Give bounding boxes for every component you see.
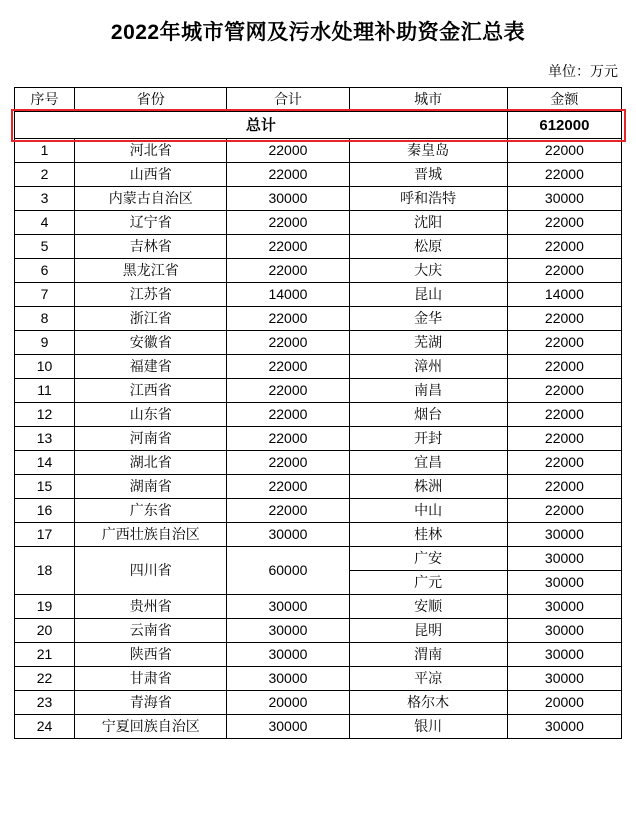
cell-amount: 30000 xyxy=(507,595,621,619)
cell-city: 漳州 xyxy=(349,355,507,379)
cell-total: 22000 xyxy=(227,403,349,427)
cell-province: 黑龙江省 xyxy=(75,259,227,283)
cell-total: 22000 xyxy=(227,259,349,283)
cell-city: 广安 xyxy=(349,547,507,571)
table-row xyxy=(15,523,622,547)
cell-city: 沈阳 xyxy=(349,211,507,235)
cell-no: 8 xyxy=(15,307,75,331)
cell-city: 银川 xyxy=(349,715,507,739)
cell-total: 30000 xyxy=(227,667,349,691)
cell-province: 广东省 xyxy=(75,499,227,523)
cell-total: 22000 xyxy=(227,211,349,235)
cell-no: 11 xyxy=(15,379,75,403)
cell-amount: 22000 xyxy=(507,307,621,331)
column-header-city: 城市 xyxy=(349,88,507,112)
cell-province: 广西壮族自治区 xyxy=(75,523,227,547)
cell-amount: 22000 xyxy=(507,355,621,379)
cell-amount: 30000 xyxy=(507,715,621,739)
cell-province: 湖北省 xyxy=(75,451,227,475)
grand-total-amount: 612000 xyxy=(507,112,621,139)
table-row xyxy=(15,667,622,691)
cell-amount: 22000 xyxy=(507,499,621,523)
cell-total: 30000 xyxy=(227,619,349,643)
column-header-province: 省份 xyxy=(75,88,227,112)
cell-province: 内蒙古自治区 xyxy=(75,187,227,211)
cell-city: 昆明 xyxy=(349,619,507,643)
cell-city: 大庆 xyxy=(349,259,507,283)
cell-city: 平凉 xyxy=(349,667,507,691)
table-row xyxy=(15,619,622,643)
cell-province: 云南省 xyxy=(75,619,227,643)
cell-province: 辽宁省 xyxy=(75,211,227,235)
cell-total: 22000 xyxy=(227,379,349,403)
cell-province: 河北省 xyxy=(75,139,227,163)
cell-province: 贵州省 xyxy=(75,595,227,619)
cell-total: 22000 xyxy=(227,139,349,163)
cell-city: 桂林 xyxy=(349,523,507,547)
cell-no: 22 xyxy=(15,667,75,691)
column-header-no: 序号 xyxy=(15,88,75,112)
table-header-row xyxy=(15,88,622,112)
cell-total: 30000 xyxy=(227,715,349,739)
cell-city: 芜湖 xyxy=(349,331,507,355)
cell-amount: 22000 xyxy=(507,139,621,163)
cell-amount: 30000 xyxy=(507,667,621,691)
column-header-total: 合计 xyxy=(227,88,349,112)
cell-total: 22000 xyxy=(227,475,349,499)
cell-amount: 30000 xyxy=(507,571,621,595)
cell-no: 19 xyxy=(15,595,75,619)
cell-province: 吉林省 xyxy=(75,235,227,259)
cell-no: 16 xyxy=(15,499,75,523)
cell-total: 22000 xyxy=(227,427,349,451)
cell-no: 6 xyxy=(15,259,75,283)
table-row xyxy=(15,643,622,667)
cell-no: 23 xyxy=(15,691,75,715)
cell-province: 青海省 xyxy=(75,691,227,715)
cell-no: 20 xyxy=(15,619,75,643)
grand-total-row xyxy=(15,112,622,139)
cell-no: 3 xyxy=(15,187,75,211)
cell-city: 格尔木 xyxy=(349,691,507,715)
cell-total: 22000 xyxy=(227,307,349,331)
table-row xyxy=(15,403,622,427)
table-row xyxy=(15,235,622,259)
cell-city: 开封 xyxy=(349,427,507,451)
cell-amount: 30000 xyxy=(507,523,621,547)
cell-province: 山东省 xyxy=(75,403,227,427)
cell-province: 山西省 xyxy=(75,163,227,187)
table-row xyxy=(15,451,622,475)
table-body xyxy=(15,112,622,739)
cell-total: 22000 xyxy=(227,331,349,355)
cell-total: 30000 xyxy=(227,643,349,667)
table-row xyxy=(15,139,622,163)
cell-province: 陕西省 xyxy=(75,643,227,667)
table-row xyxy=(15,355,622,379)
table-row xyxy=(15,547,622,571)
cell-city: 中山 xyxy=(349,499,507,523)
table-row xyxy=(15,283,622,307)
cell-city: 晋城 xyxy=(349,163,507,187)
grand-total-label: 总计 xyxy=(15,112,508,139)
cell-no: 17 xyxy=(15,523,75,547)
cell-no: 24 xyxy=(15,715,75,739)
table-row xyxy=(15,307,622,331)
page-title: 2022年城市管网及污水处理补助资金汇总表 xyxy=(110,21,526,44)
cell-total: 30000 xyxy=(227,595,349,619)
cell-no: 21 xyxy=(15,643,75,667)
cell-city: 秦皇岛 xyxy=(349,139,507,163)
cell-amount: 22000 xyxy=(507,163,621,187)
table-row xyxy=(15,691,622,715)
cell-amount: 22000 xyxy=(507,427,621,451)
cell-amount: 22000 xyxy=(507,211,621,235)
cell-city: 宜昌 xyxy=(349,451,507,475)
cell-province: 福建省 xyxy=(75,355,227,379)
column-header-amount: 金额 xyxy=(507,88,621,112)
table-row xyxy=(15,475,622,499)
cell-amount: 22000 xyxy=(507,451,621,475)
cell-no: 7 xyxy=(15,283,75,307)
cell-province: 江西省 xyxy=(75,379,227,403)
table-row xyxy=(15,331,622,355)
cell-amount: 22000 xyxy=(507,259,621,283)
cell-total: 22000 xyxy=(227,499,349,523)
cell-amount: 30000 xyxy=(507,643,621,667)
table-row xyxy=(15,379,622,403)
cell-total: 22000 xyxy=(227,163,349,187)
table-row xyxy=(15,187,622,211)
table-row xyxy=(15,715,622,739)
cell-no: 15 xyxy=(15,475,75,499)
cell-no: 13 xyxy=(15,427,75,451)
cell-no: 1 xyxy=(15,139,75,163)
cell-city: 南昌 xyxy=(349,379,507,403)
table-header xyxy=(15,88,622,112)
cell-city: 金华 xyxy=(349,307,507,331)
cell-province: 河南省 xyxy=(75,427,227,451)
cell-total: 60000 xyxy=(227,547,349,595)
cell-city: 渭南 xyxy=(349,643,507,667)
cell-province: 江苏省 xyxy=(75,283,227,307)
cell-no: 9 xyxy=(15,331,75,355)
cell-city: 松原 xyxy=(349,235,507,259)
cell-city: 广元 xyxy=(349,571,507,595)
unit-note: 单位：万元 xyxy=(548,63,618,80)
table-row xyxy=(15,211,622,235)
cell-city: 烟台 xyxy=(349,403,507,427)
cell-no: 10 xyxy=(15,355,75,379)
cell-amount: 22000 xyxy=(507,475,621,499)
cell-city: 株洲 xyxy=(349,475,507,499)
cell-no: 18 xyxy=(15,547,75,595)
cell-no: 4 xyxy=(15,211,75,235)
cell-total: 22000 xyxy=(227,451,349,475)
cell-amount: 30000 xyxy=(507,619,621,643)
cell-amount: 22000 xyxy=(507,379,621,403)
cell-no: 12 xyxy=(15,403,75,427)
cell-province: 宁夏回族自治区 xyxy=(75,715,227,739)
cell-total: 30000 xyxy=(227,523,349,547)
cell-province: 甘肃省 xyxy=(75,667,227,691)
cell-amount: 30000 xyxy=(507,547,621,571)
cell-province: 四川省 xyxy=(75,547,227,595)
cell-amount: 30000 xyxy=(507,187,621,211)
cell-city: 呼和浩特 xyxy=(349,187,507,211)
cell-amount: 14000 xyxy=(507,283,621,307)
cell-amount: 22000 xyxy=(507,331,621,355)
cell-city: 安顺 xyxy=(349,595,507,619)
cell-province: 湖南省 xyxy=(75,475,227,499)
subsidy-summary-table xyxy=(14,87,622,739)
cell-amount: 22000 xyxy=(507,235,621,259)
cell-no: 2 xyxy=(15,163,75,187)
table-row xyxy=(15,259,622,283)
cell-province: 浙江省 xyxy=(75,307,227,331)
cell-no: 5 xyxy=(15,235,75,259)
cell-total: 14000 xyxy=(227,283,349,307)
cell-province: 安徽省 xyxy=(75,331,227,355)
table-row xyxy=(15,595,622,619)
cell-total: 22000 xyxy=(227,355,349,379)
cell-city: 昆山 xyxy=(349,283,507,307)
cell-no: 14 xyxy=(15,451,75,475)
cell-total: 30000 xyxy=(227,187,349,211)
cell-amount: 20000 xyxy=(507,691,621,715)
cell-total: 22000 xyxy=(227,235,349,259)
cell-amount: 22000 xyxy=(507,403,621,427)
table-row xyxy=(15,499,622,523)
cell-total: 20000 xyxy=(227,691,349,715)
table-row xyxy=(15,163,622,187)
table-row xyxy=(15,427,622,451)
